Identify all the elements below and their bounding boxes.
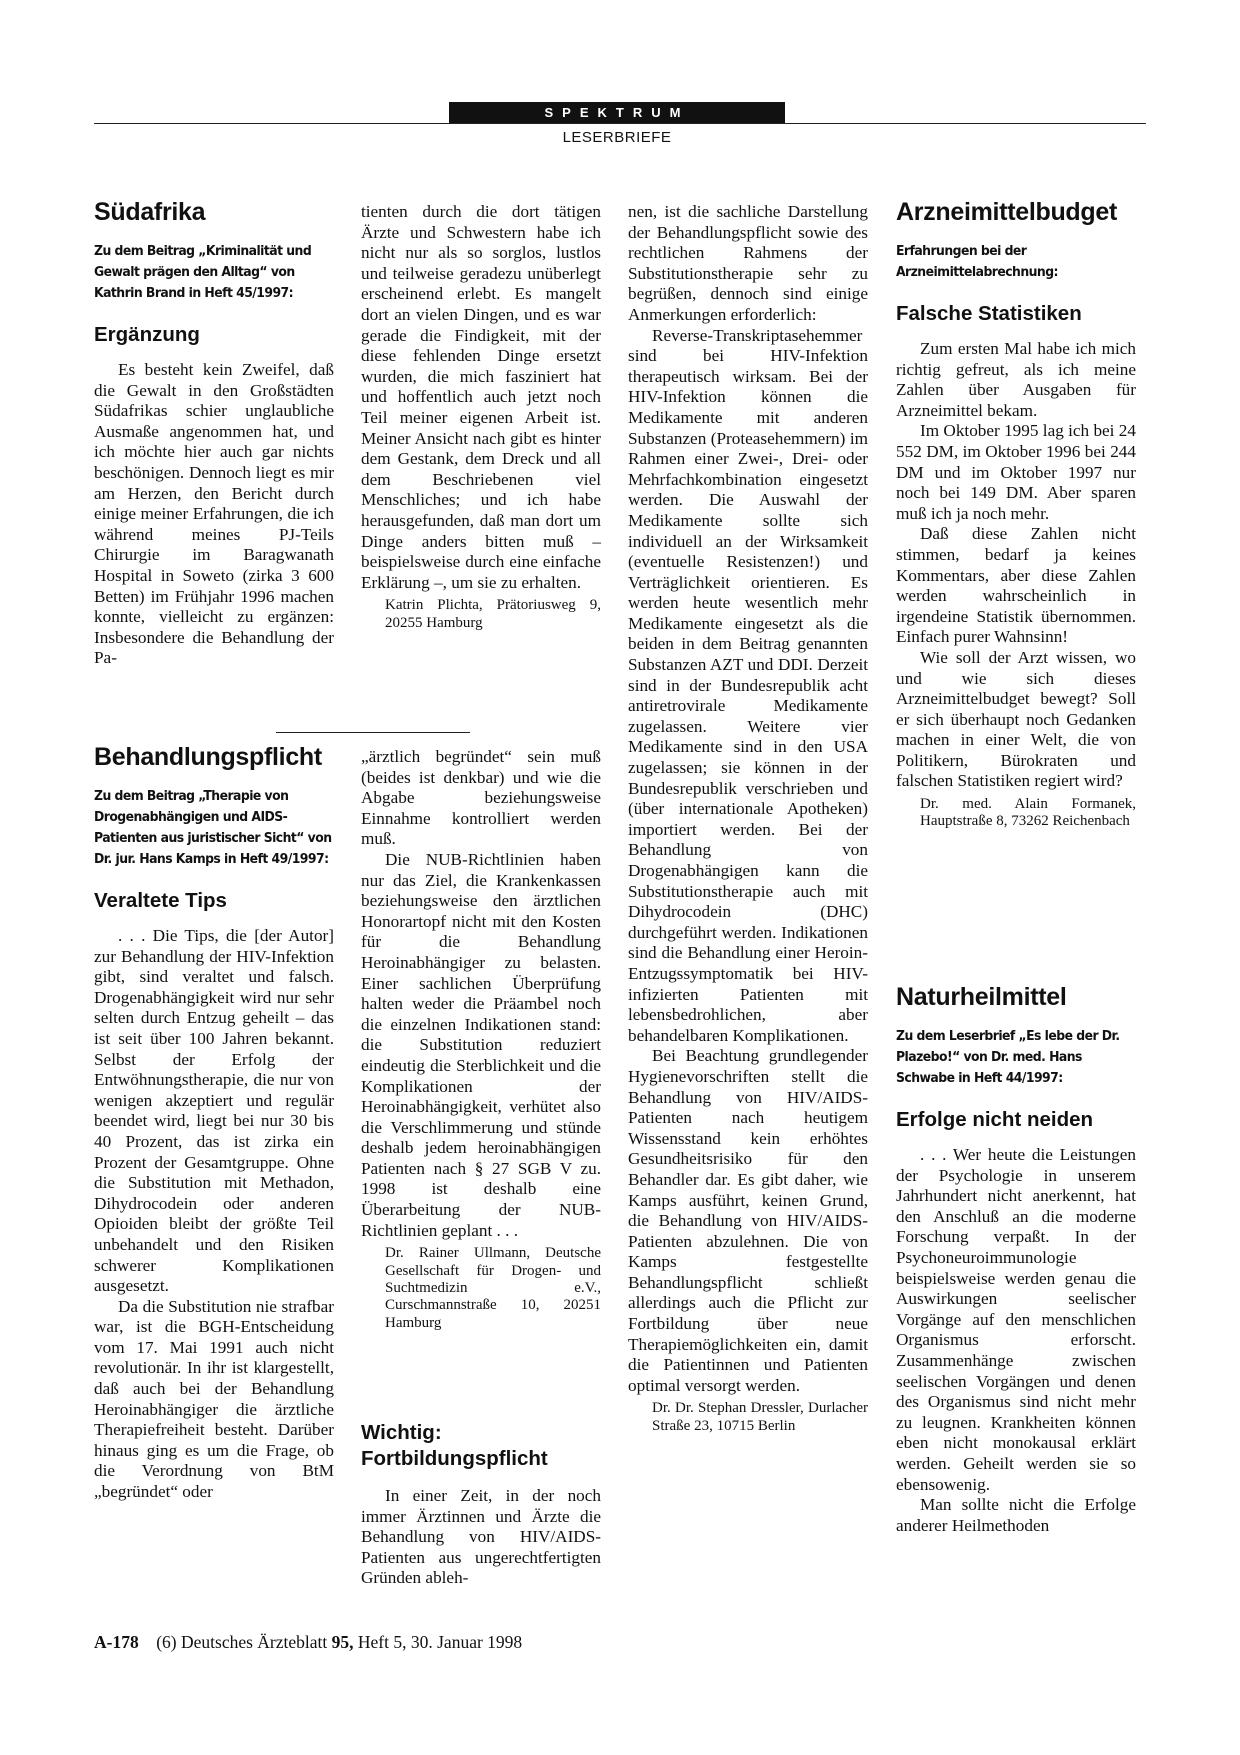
signature: Dr. Dr. Stephan Dressler, Durlacher Straße 23, 10715 Berlin bbox=[652, 1400, 868, 1434]
letter-suedafrika bbox=[94, 197, 334, 669]
letter-title: Falsche Statistiken bbox=[896, 302, 1082, 325]
body-paragraph: Da die Substitution nie strafbar war, ist die BGH-Entscheidung vom 17. Mai 1991 auch nicht revolutionär. In ihr ist klargestellt, daß auch bei der Behandlung Heroinabhängiger die ärztliche Therapiefreiheit besteht. Darüber hinaus ging es um die Frage, ob die Verordnung von BtM „begründet“ oder bbox=[94, 1296, 334, 1502]
signature: Dr. Rainer Ullmann, Deutsche Gesellschaft für Drogen- und Suchtmedizin e.V., Curschmannstraße 10, 20251 Hamburg bbox=[385, 1245, 601, 1331]
reference-line: Zu dem Leserbrief „Es lebe der Dr. Plazebo!“ von Dr. med. Hans Schwabe in Heft 44/1997: bbox=[896, 1028, 1120, 1086]
body-paragraph: Im Oktober 1995 lag ich bei 24 552 DM, im Oktober 1996 bei 244 DM und im Oktober 1997 nur noch bei 149 DM. Aber sparen muß ich ja noch mehr. bbox=[896, 421, 1136, 523]
signature: Dr. med. Alain Formanek, Hauptstraße 8, 73262 Reichenbach bbox=[920, 796, 1136, 830]
reference-line: Erfahrungen bei der Arzneimittelabrechnung: bbox=[896, 243, 1058, 280]
citation-prefix: (6) Deutsches Ärzteblatt bbox=[156, 1632, 328, 1652]
body-paragraph: Man sollte nicht die Erfolge anderer Heilmethoden bbox=[896, 1495, 1136, 1535]
letter-behandlungspflicht-continued bbox=[361, 747, 601, 1332]
body-paragraph: . . . Die Tips, die [der Autor] zur Behandlung der HIV-Infektion gibt, sind veraltet und falsch. Drogenabhängigkeit wird nur sehr selten durch Entzug geheilt – das ist seit über 100 Jahren bekannt. Selbst der Erfolg der Entwöhnungstherapie, die nur von wenigen akzeptiert und regulär beendet wird, liegt bei nur 30 bis 40 Prozent, das ist zirka ein Prozent der Gesamtgruppe. Ohne die Substitution mit Methadon, Dihydrocodein oder anderen Opioiden bleibt der größte Teil unbehandelt und den Risiken schwerer Komplikationen ausgesetzt. bbox=[94, 926, 334, 1296]
body-paragraph: „ärztlich begründet“ sein muß (beides ist denkbar) und wie die Abgabe beziehungsweise Einnahme kontrolliert werden muß. bbox=[361, 747, 601, 849]
body-paragraph: Reverse-Transkriptasehemmer sind bei HIV-Infektion therapeutisch wirksam. Bei der HIV-Infektion können die Medikamente mit anderen Substanzen (Proteasehemmern) im Rahmen einer Zwei-, Drei- oder Mehrfachkombination eingesetzt werden. Die Auswahl der Medikamente sollte sich individuell an der Wirksamkeit (eventuelle Resistenzen!) und Verträglichkeit orientieren. Es werden heute wesentlich mehr Medikamente eingesetzt als die beiden in dem Beitrag genannten Substanzen AZT und DDI. Derzeit sind in der Bundesrepublik acht antiretrovirale Medikamente zugelassen. Weitere vier Medikamente sind in den USA zugelassen; sie können in der Bundesrepublik verschrieben und (über internationale Apotheken) importiert werden. Bei der Behandlung von Drogenabhängigen kann die Substitutionstherapie auch mit Dihydrocodein (DHC) durchgeführt werden. Indikationen sind die Behandlung einer Heroin-Entzugssymptomatik bei HIV-infizierten Patienten mit lebensbedrohlichen, aber behandelbaren Komplikationen. bbox=[628, 325, 868, 1045]
header-rule bbox=[94, 123, 1146, 124]
letter-title: Veraltete Tips bbox=[94, 889, 227, 912]
body-paragraph: . . . Wer heute die Leistungen der Psychologie in unserem Jahrhundert nicht anerkennt, hat den Anschluß an die moderne Forschung verpaßt. In der Psychoneuroimmunologie beispielsweise werden genau die Auswirkungen seelischer Vorgänge auf den menschlichen Organismus erforscht. Zusammenhänge zwischen seelischen Vorgängen und denen des Organismus sind nicht mehr zu leugnen. Krankheiten können eben nicht monokausal erklärt werden. Geheilt werden sie so ebensowenig. bbox=[896, 1145, 1136, 1494]
letter-title: Wichtig: Fortbildungspflicht bbox=[361, 1421, 548, 1470]
body-paragraph: In einer Zeit, in der noch immer Ärztinnen und Ärzte die Behandlung von HIV/AIDS-Patienten aus ungerechtfertigten Gründen ableh- bbox=[361, 1486, 601, 1588]
topic-heading: Südafrika bbox=[94, 198, 206, 226]
body-paragraph: Bei Beachtung grundlegender Hygienevorschriften stellt die Behandlung von HIV/AIDS-Patienten nach heutigem Wissensstand kein erhöhtes Gesundheitsrisiko für den Behandler dar. Es gibt daher, wie Kamps ausführt, keinen Grund, die Behandlung von HIV/AIDS-Patienten abzulehnen. Die von Kamps festgestellte Behandlungspflicht schließt allerdings auch die Pflicht zur Fortbildung über neue Therapiemöglichkeiten ein, damit die Patientinnen und Patienten optimal versorgt werden. bbox=[628, 1046, 868, 1395]
letter-behandlungspflicht bbox=[94, 742, 334, 1503]
body-paragraph: Zum ersten Mal habe ich mich richtig gefreut, als ich meine Zahlen über Ausgaben für Arzneimittel bekam. bbox=[896, 339, 1136, 420]
page-footer bbox=[94, 1632, 522, 1653]
volume-number: 95, bbox=[331, 1632, 354, 1652]
reference-line: Zu dem Beitrag „Kriminalität und Gewalt prägen den Alltag“ von Kathrin Brand in Heft 45/1997: bbox=[94, 243, 312, 301]
topic-heading: Naturheilmittel bbox=[896, 983, 1067, 1011]
letter-title: Ergänzung bbox=[94, 323, 200, 346]
letter-title: Erfolge nicht neiden bbox=[896, 1108, 1094, 1131]
body-paragraph: Daß diese Zahlen nicht stimmen, bedarf ja keines Kommentars, aber diese Zahlen werden wahrscheinlich in irgendeine Statistik übernommen. Einfach purer Wahnsinn! bbox=[896, 524, 1136, 647]
letter-wichtig-continued bbox=[628, 202, 868, 1435]
letter-arzneimittelbudget bbox=[896, 197, 1136, 831]
subsection-label: LESERBRIEFE bbox=[562, 129, 672, 146]
letter-wichtig bbox=[361, 1420, 601, 1589]
body-paragraph: tienten durch die dort tätigen Ärzte und Schwestern habe ich nicht nur als so sorglos, lustlos und teilweise geradezu unüberlegt erscheinend erlebt. Es mangelt dort an vielen Dingen, und es war gerade die Findigkeit, mit der diese fehlenden Dinge ersetzt wurden, die mich fasziniert hat und hoffentlich auch jetzt noch Teil meiner eigenen Arbeit ist. Meiner Ansicht nach gibt es hinter dem Gestank, dem Dreck und all dem Beschriebenen viel Menschliches; und ich habe herausgefunden, daß man dort um Dinge anders bitten muß – beispielsweise durch eine einfache Erklärung –, um sie zu erhalten. bbox=[361, 202, 601, 592]
section-divider bbox=[276, 732, 470, 733]
body-paragraph: Wie soll der Arzt wissen, wo und wie sich dieses Arzneimittelbudget bewegt? Soll er sich überhaupt noch Gedanken machen in einer Welt, die von Politikern, Bürokraten und falschen Statistiken regiert wird? bbox=[896, 647, 1136, 791]
section-banner: SPEKTRUM bbox=[449, 102, 785, 123]
signature: Katrin Plichta, Prätoriusweg 9, 20255 Hamburg bbox=[385, 597, 601, 631]
letter-suedafrika-continued bbox=[361, 202, 601, 632]
body-paragraph: Die NUB-Richtlinien haben nur das Ziel, die Krankenkassen beziehungsweise den ärztlichen Honorartopf nicht mit den Kosten für die Behandlung Heroinabhängiger zu belasten. Einer sachlichen Überprüfung halten weder die Präambel noch die einzelnen Indikationen stand: die Substitution reduziert eindeutig die Sterblichkeit und die Komplikationen der Heroinabhängigkeit, verhütet also die Verschlimmerung und stünde deshalb jedem heroinabhängigen Patienten nach § 27 SGB V zu. 1998 ist deshalb eine Überarbeitung der NUB-Richtlinien geplant . . . bbox=[361, 849, 601, 1240]
citation-suffix: Heft 5, 30. Januar 1998 bbox=[357, 1632, 523, 1652]
body-paragraph: nen, ist die sachliche Darstellung der Behandlungspflicht sowie des rechtlichen Rahmens der Substitutionstherapie sehr zu begrüßen, dennoch sind einige Anmerkungen erforderlich: bbox=[628, 202, 868, 324]
letter-naturheilmittel bbox=[896, 982, 1136, 1536]
page-number: A-178 bbox=[94, 1632, 139, 1652]
reference-line: Zu dem Beitrag „Therapie von Drogenabhängigen und AIDS-Patienten aus juristischer Sicht“ von Dr. jur. Hans Kamps in Heft 49/1997: bbox=[94, 788, 332, 867]
topic-heading: Arzneimittelbudget bbox=[896, 198, 1117, 226]
topic-heading: Behandlungspflicht bbox=[94, 743, 322, 771]
body-paragraph: Es besteht kein Zweifel, daß die Gewalt in den Großstädten Südafrikas schier unglaubliche Ausmaße angenommen hat, und ich möchte hier auch gar nichts beschönigen. Dennoch liegt es mir am Herzen, den Bericht durch einige meiner Erfahrungen, die ich während meines PJ-Teils Chirurgie im Baragwanath Hospital in Soweto (zirka 3 600 Betten) im Frühjahr 1996 machen konnte, vielleicht zu ergänzen: Insbesondere die Behandlung der Pa- bbox=[94, 360, 334, 668]
